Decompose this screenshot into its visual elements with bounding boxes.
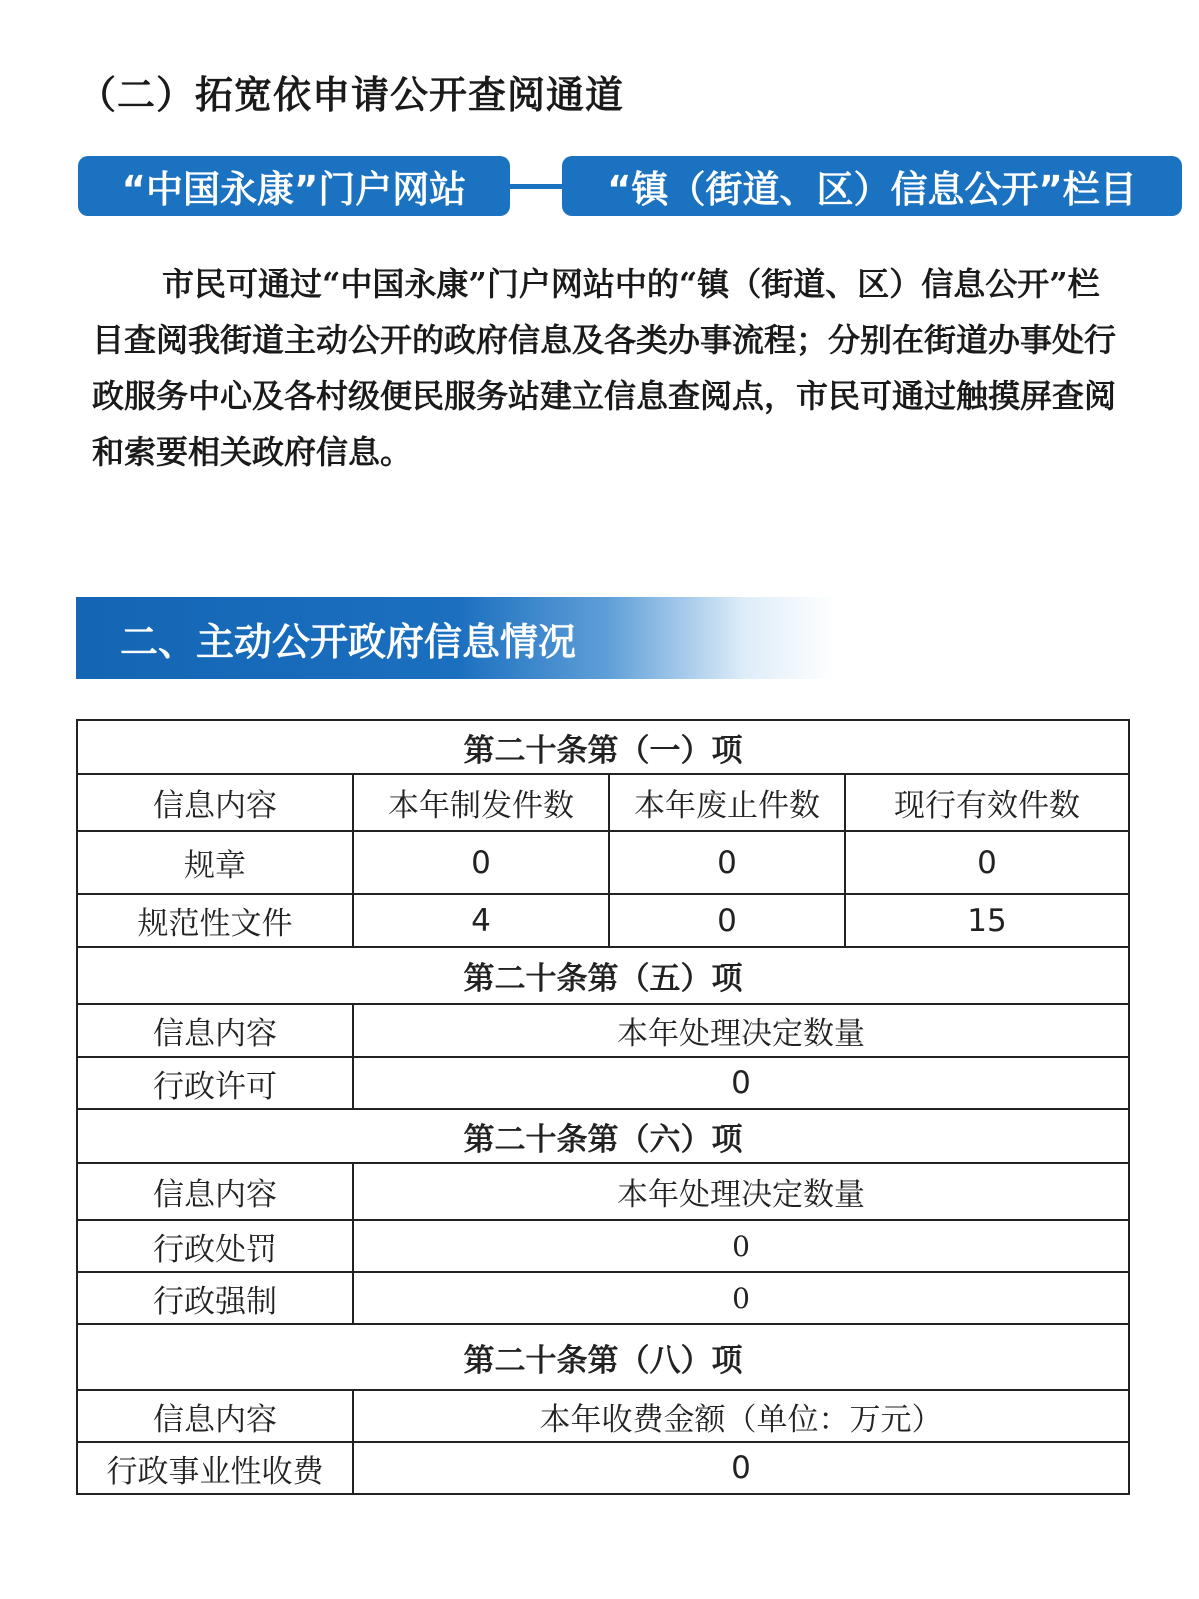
section-title-cell: 第二十条第（六）项: [77, 1109, 1129, 1163]
table-cell: 规章: [77, 831, 353, 894]
table-cell: 0: [353, 1057, 1129, 1109]
table-row: [77, 1057, 1129, 1109]
table-cell: 行政许可: [77, 1057, 353, 1109]
portal-pill: “中国永康”门户网站: [78, 156, 510, 216]
column-pill: “镇（街道、区）信息公开”栏目: [562, 156, 1182, 216]
table-row: [77, 1220, 1129, 1272]
section-title-cell: 第二十条第（一）项: [77, 720, 1129, 774]
header-cell: 本年收费金额（单位：万元）: [353, 1390, 1129, 1442]
table-cell: 0: [353, 1220, 1129, 1272]
table-cell: 0: [353, 831, 609, 894]
table-cell: 0: [353, 1272, 1129, 1324]
table-row: [77, 1442, 1129, 1494]
header-cell: 本年处理决定数量: [353, 1004, 1129, 1057]
table-section-row: [77, 720, 1129, 774]
section-banner: [76, 597, 836, 679]
header-cell: 信息内容: [77, 1004, 353, 1057]
info-table: [76, 719, 1130, 1495]
section-title: 二、主动公开政府信息情况: [120, 619, 577, 664]
table-cell: 行政强制: [77, 1272, 353, 1324]
table-header-row: [77, 1163, 1129, 1220]
table-header-row: [77, 1004, 1129, 1057]
table-section-row: [77, 1324, 1129, 1390]
header-cell: 信息内容: [77, 1390, 353, 1442]
table-section-row: [77, 1109, 1129, 1163]
table-cell: 规范性文件: [77, 894, 353, 947]
table-cell: 行政处罚: [77, 1220, 353, 1272]
table-cell: 行政事业性收费: [77, 1442, 353, 1494]
table-cell: 4: [353, 894, 609, 947]
body-paragraph: 市民可通过“中国永康”门户网站中的“镇（街道、区）信息公开”栏目查阅我街道主动公开的政府信息及各类办事流程；分别在街道办事处行政服务中心及各村级便民服务站建立信息查阅点，市民可通过触摸屏查阅和索要相关政府信息。: [92, 265, 1117, 471]
header-cell: 本年废止件数: [609, 774, 845, 831]
subheading: （二）拓宽依申请公开查阅通道: [78, 72, 625, 117]
table-row: [77, 894, 1129, 947]
table-cell: 15: [845, 894, 1129, 947]
pill-connector: [508, 184, 564, 189]
header-cell: 现行有效件数: [845, 774, 1129, 831]
table-cell: 0: [609, 894, 845, 947]
table-row: [77, 831, 1129, 894]
table-cell: 0: [353, 1442, 1129, 1494]
section-title-cell: 第二十条第（八）项: [77, 1324, 1129, 1390]
table-cell: 0: [609, 831, 845, 894]
table-header-row: [77, 1390, 1129, 1442]
header-cell: 本年制发件数: [353, 774, 609, 831]
table-section-row: [77, 947, 1129, 1004]
header-cell: 信息内容: [77, 1163, 353, 1220]
header-cell: 本年处理决定数量: [353, 1163, 1129, 1220]
section-title-cell: 第二十条第（五）项: [77, 947, 1129, 1004]
table-header-row: [77, 774, 1129, 831]
table-row: [77, 1272, 1129, 1324]
table-cell: 0: [845, 831, 1129, 894]
header-cell: 信息内容: [77, 774, 353, 831]
